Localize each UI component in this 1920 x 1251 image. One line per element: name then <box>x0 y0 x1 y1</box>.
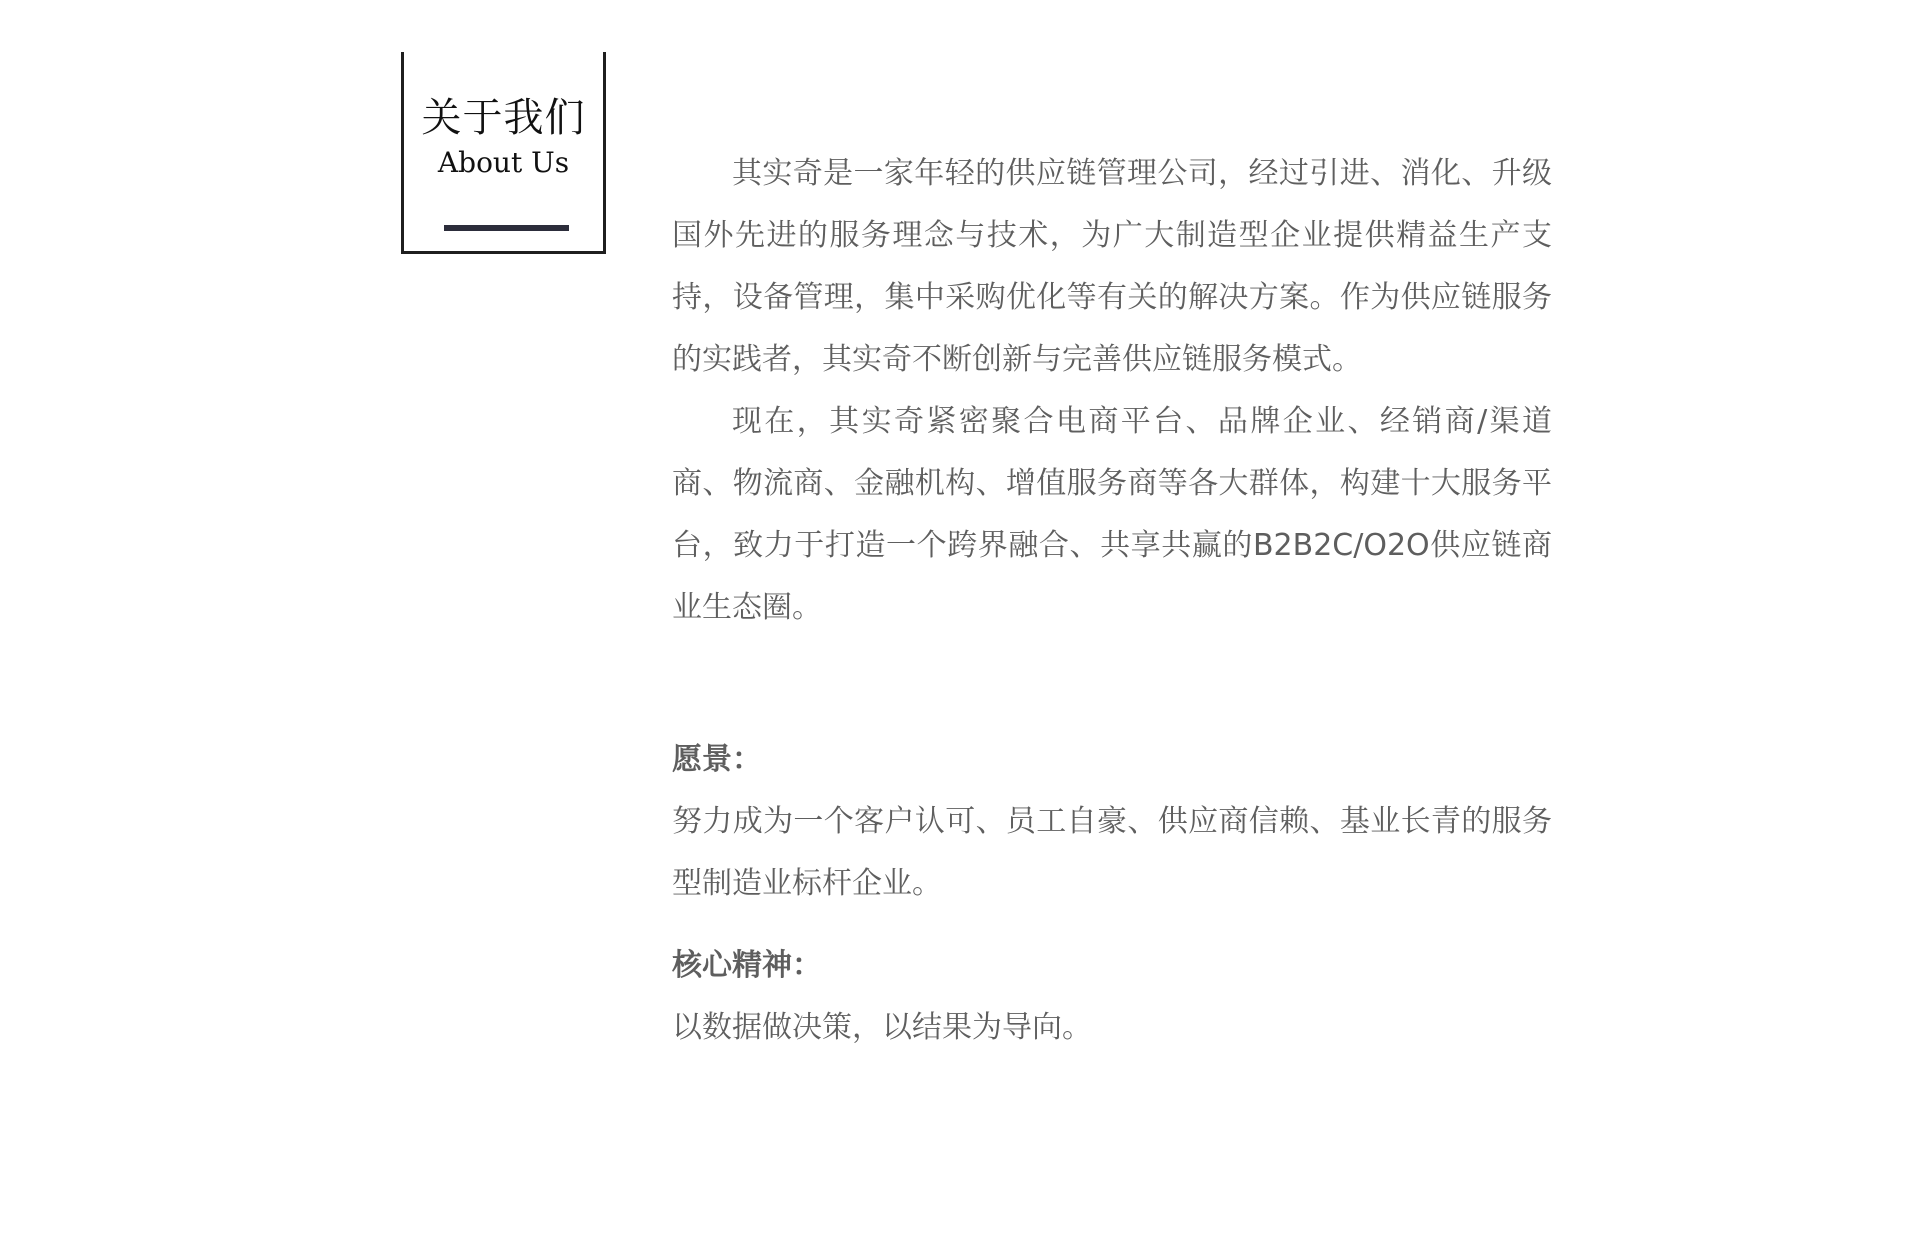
vision-section <box>672 729 1552 915</box>
core-spirit-label: 核心精神： <box>672 948 822 983</box>
about-content <box>672 143 1552 1059</box>
page-title-en: About Us <box>437 146 570 179</box>
title-underline-bar <box>444 225 569 231</box>
core-spirit-section <box>672 935 1552 1059</box>
vision-label: 愿景： <box>672 742 762 777</box>
intro-paragraph-1: 其实奇是一家年轻的供应链管理公司，经过引进、消化、升级国外先进的服务理念与技术，为广大制造型企业提供精益生产支持，设备管理，集中采购优化等有关的解决方案。作为供应链服务的实践者，其实奇不断创新与完善供应链服务模式。 <box>672 156 1552 377</box>
page-title-cn: 关于我们 <box>421 95 586 141</box>
intro-paragraph-2: 现在，其实奇紧密聚合电商平台、品牌企业、经销商/渠道商、物流商、金融机构、增值服务商等各大群体，构建十大服务平台，致力于打造一个跨界融合、共享共赢的B2B2C/O2O供应链商业生态圈。 <box>672 404 1552 625</box>
vision-text: 努力成为一个客户认可、员工自豪、供应商信赖、基业长青的服务型制造业标杆企业。 <box>672 804 1552 901</box>
core-spirit-text: 以数据做决策，以结果为导向。 <box>672 1010 1092 1045</box>
about-title-box <box>401 52 606 254</box>
